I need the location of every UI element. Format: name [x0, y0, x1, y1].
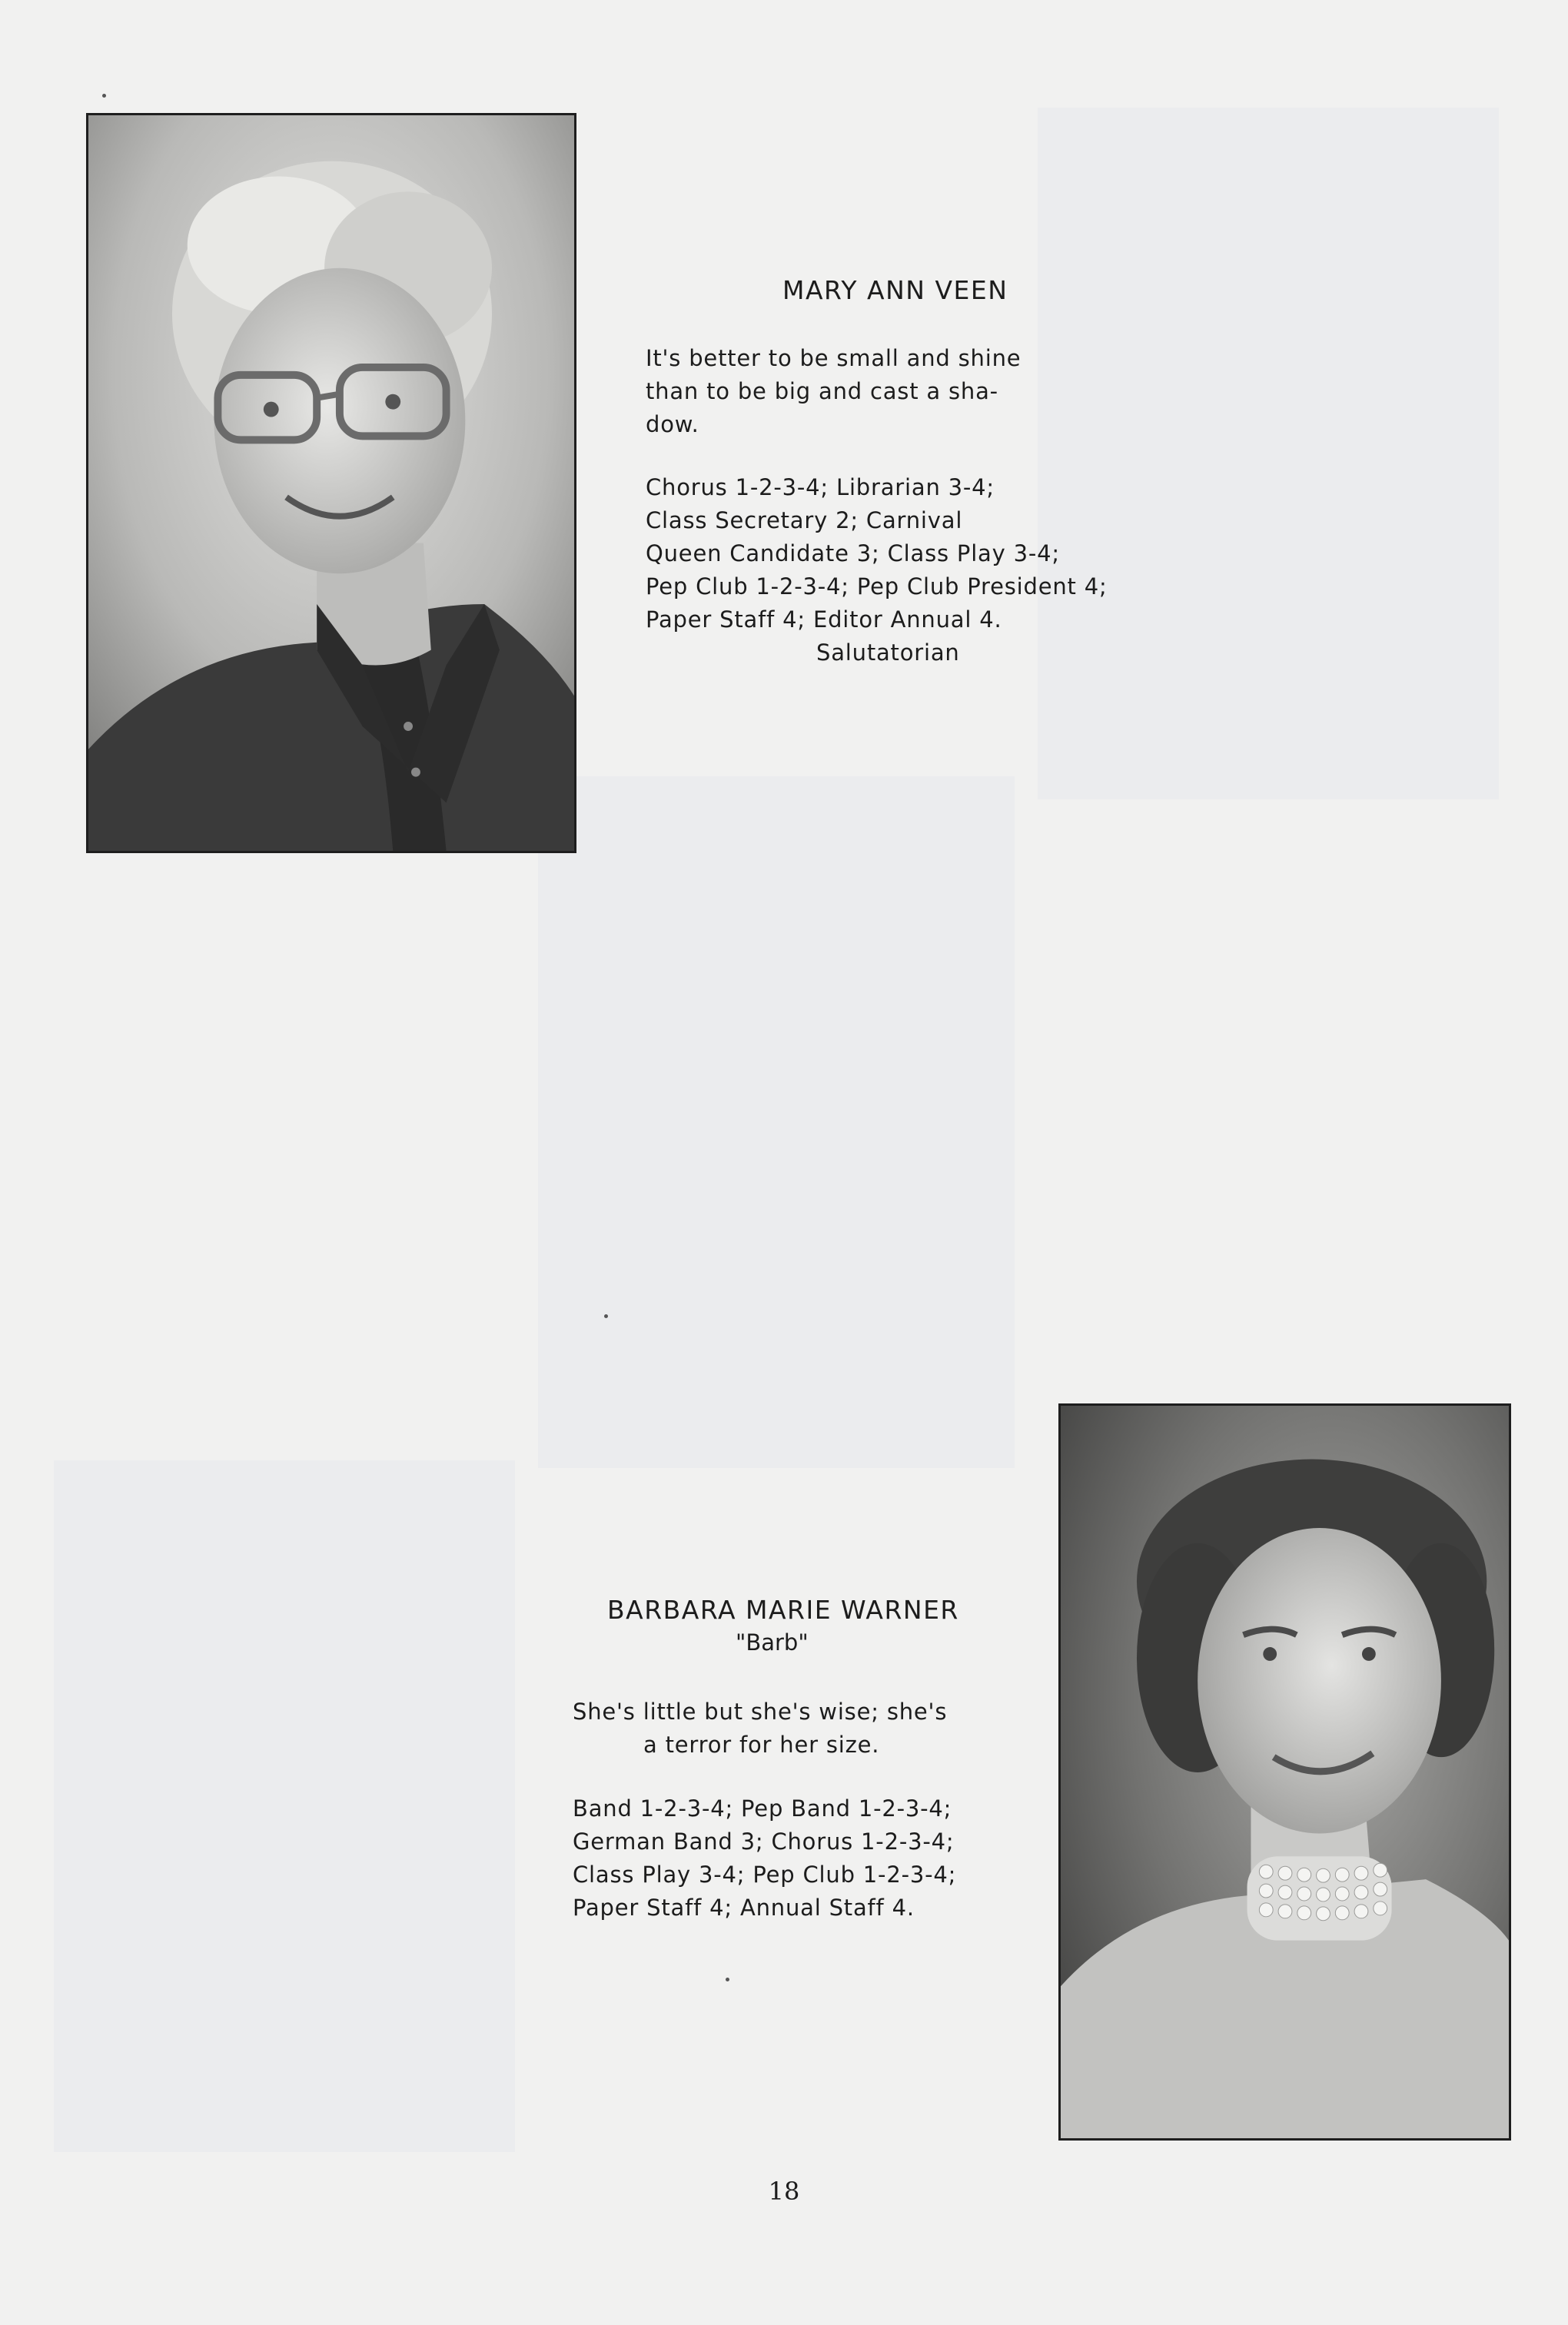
activity-line: Paper Staff 4; Annual Staff 4.: [573, 1895, 915, 1921]
student-activities: [573, 1792, 956, 1925]
student-name: MARY ANN VEEN: [782, 275, 1008, 305]
activity-line: Queen Candidate 3; Class Play 3-4;: [646, 540, 1060, 566]
show-through-region: [54, 1460, 515, 2152]
student-activities: [646, 471, 1108, 636]
student-honor: Salutatorian: [816, 639, 960, 666]
student-quote: [573, 1696, 947, 1762]
quote-line: dow.: [646, 411, 699, 437]
paper-speck: [726, 1978, 729, 1981]
activity-line: Paper Staff 4; Editor Annual 4.: [646, 606, 1002, 633]
show-through-region: [1038, 108, 1499, 799]
quote-line: It's better to be small and shine: [646, 345, 1022, 371]
quote-line: than to be big and cast a sha-: [646, 378, 998, 404]
quote-line: She's little but she's wise; she's: [573, 1699, 948, 1725]
student-quote: [646, 342, 1021, 441]
activity-line: German Band 3; Chorus 1-2-3-4;: [573, 1828, 955, 1855]
student-portrait-photo: [86, 113, 576, 853]
activity-line: Band 1-2-3-4; Pep Band 1-2-3-4;: [573, 1795, 952, 1822]
student-nickname: "Barb": [736, 1629, 809, 1656]
activity-line: Class Play 3-4; Pep Club 1-2-3-4;: [573, 1862, 957, 1888]
activity-line: Chorus 1-2-3-4; Librarian 3-4;: [646, 474, 995, 500]
paper-speck: [102, 94, 106, 98]
page-number: 18: [768, 2177, 800, 2206]
student-name: BARBARA MARIE WARNER: [607, 1595, 959, 1625]
student-portrait-photo: [1058, 1403, 1511, 2141]
show-through-region: [538, 776, 1015, 1468]
paper-speck: [604, 1314, 608, 1318]
quote-line: a terror for her size.: [643, 1732, 880, 1758]
activity-line: Class Secretary 2; Carnival: [646, 507, 963, 533]
activity-line: Pep Club 1-2-3-4; Pep Club President 4;: [646, 573, 1108, 600]
